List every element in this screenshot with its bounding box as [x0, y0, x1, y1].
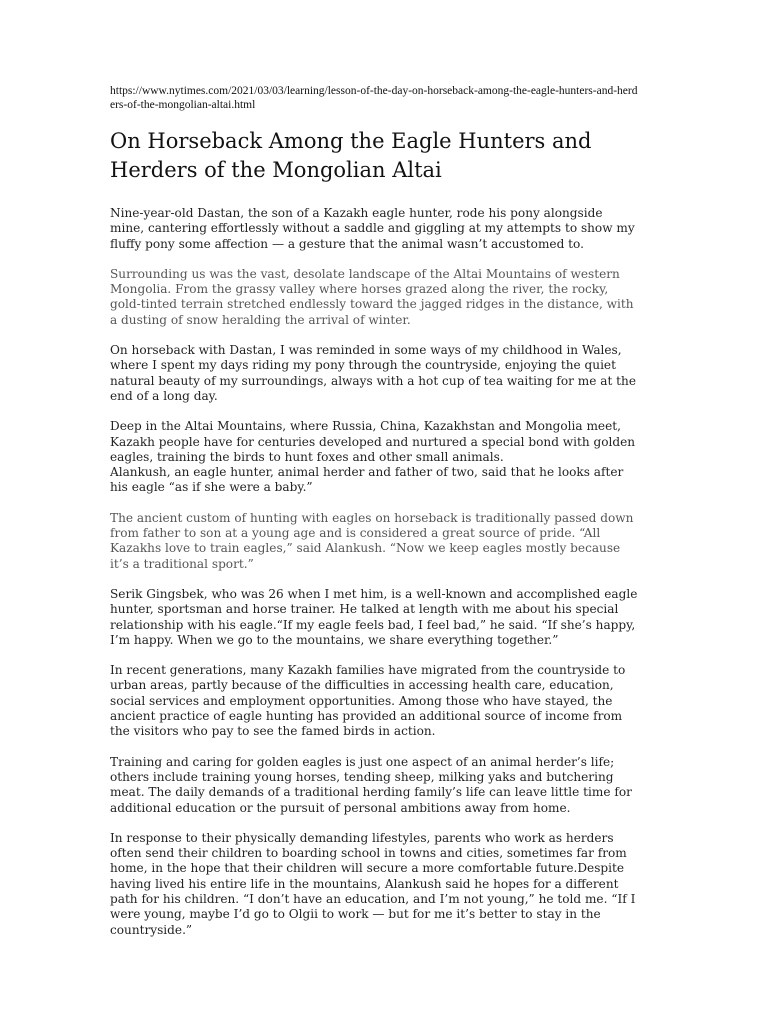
paragraph: On horseback with Dastan, I was reminded in some ways of my childhood in Wales, where I spent my days riding my pony through the countryside, enjoying the quiet natural beauty of my surroundings, always with a hot cup of tea waiting for me at the end of a long day.: [110, 343, 636, 403]
paragraph: Training and caring for golden eagles is just one aspect of an animal herder’s life; others include training young horses, tending sheep, milking yaks and butchering meat. The daily demands of a traditional herding family’s life can leave little time for additional education or the pursuit of personal ambitions away from home.: [110, 754, 632, 815]
document-page: [110, 84, 640, 953]
paragraph: In response to their physically demanding lifestyles, parents who work as herders often send their children to boarding school in towns and cities, sometimes far from home, in the hope that their children will secure a more comfortable future.Despite having lived his entire life in the mountains, Alankush said he hopes for a different path for his children. “I don’t have an education, and I’m not young,” he told me. “If I were young, maybe I’d go to Olgii to work — but for me it’s better to stay in the countryside.”: [110, 830, 636, 937]
paragraph: Alankush, an eagle hunter, animal herder and father of two, said that he looks after his eagle “as if she were a baby.”: [110, 465, 624, 495]
article-title: On Horseback Among the Eagle Hunters and Herders of the Mongolian Altai: [110, 129, 592, 182]
paragraph: In recent generations, many Kazakh families have migrated from the countryside to urban areas, partly because of the difficulties in accessing health care, education, social services and employment opportunities. Among those who have stayed, the ancient practice of eagle hunting has provided an additional source of income from the visitors who pay to see the famed birds in action.: [110, 663, 626, 739]
paragraph: Nine-year-old Dastan, the son of a Kazakh eagle hunter, rode his pony alongside mine, cantering effortlessly without a saddle and giggling at my attempts to show my fluffy pony some affection — a gesture that the animal wasn’t accustomed to.: [110, 206, 635, 251]
source-url: https://www.nytimes.com/2021/03/03/learning/lesson-of-the-day-on-horseback-among-the-eagle-hunters-and-herders-of-the-mongolian-altai.html: [110, 85, 638, 111]
paragraph: Deep in the Altai Mountains, where Russia, China, Kazakhstan and Mongolia meet, Kazakh people have for centuries developed and nurtured a special bond with golden eagles, training the birds to hunt foxes and other small animals.: [110, 419, 636, 464]
paragraph: The ancient custom of hunting with eagles on horseback is traditionally passed down from father to son at a young age and is considered a great source of pride. “All Kazakhs love to train eagles,” said Alankush. “Now we keep eagles mostly because it’s a traditional sport.”: [110, 510, 634, 571]
paragraph: Surrounding us was the vast, desolate landscape of the Altai Mountains of western Mongolia. From the grassy valley where horses grazed along the river, the rocky, gold-tinted terrain stretched endlessly toward the jagged ridges in the distance, with a dusting of snow heralding the arrival of winter.: [110, 266, 634, 327]
paragraph: Serik Gingsbek, who was 26 when I met him, is a well-known and accomplished eagle hunter, sportsman and horse trainer. He talked at length with me about his special relationship with his eagle.“If my eagle feels bad, I feel bad,” he said. “If she’s happy, I’m happy. When we go to the mountains, we share everything together.”: [110, 586, 638, 647]
